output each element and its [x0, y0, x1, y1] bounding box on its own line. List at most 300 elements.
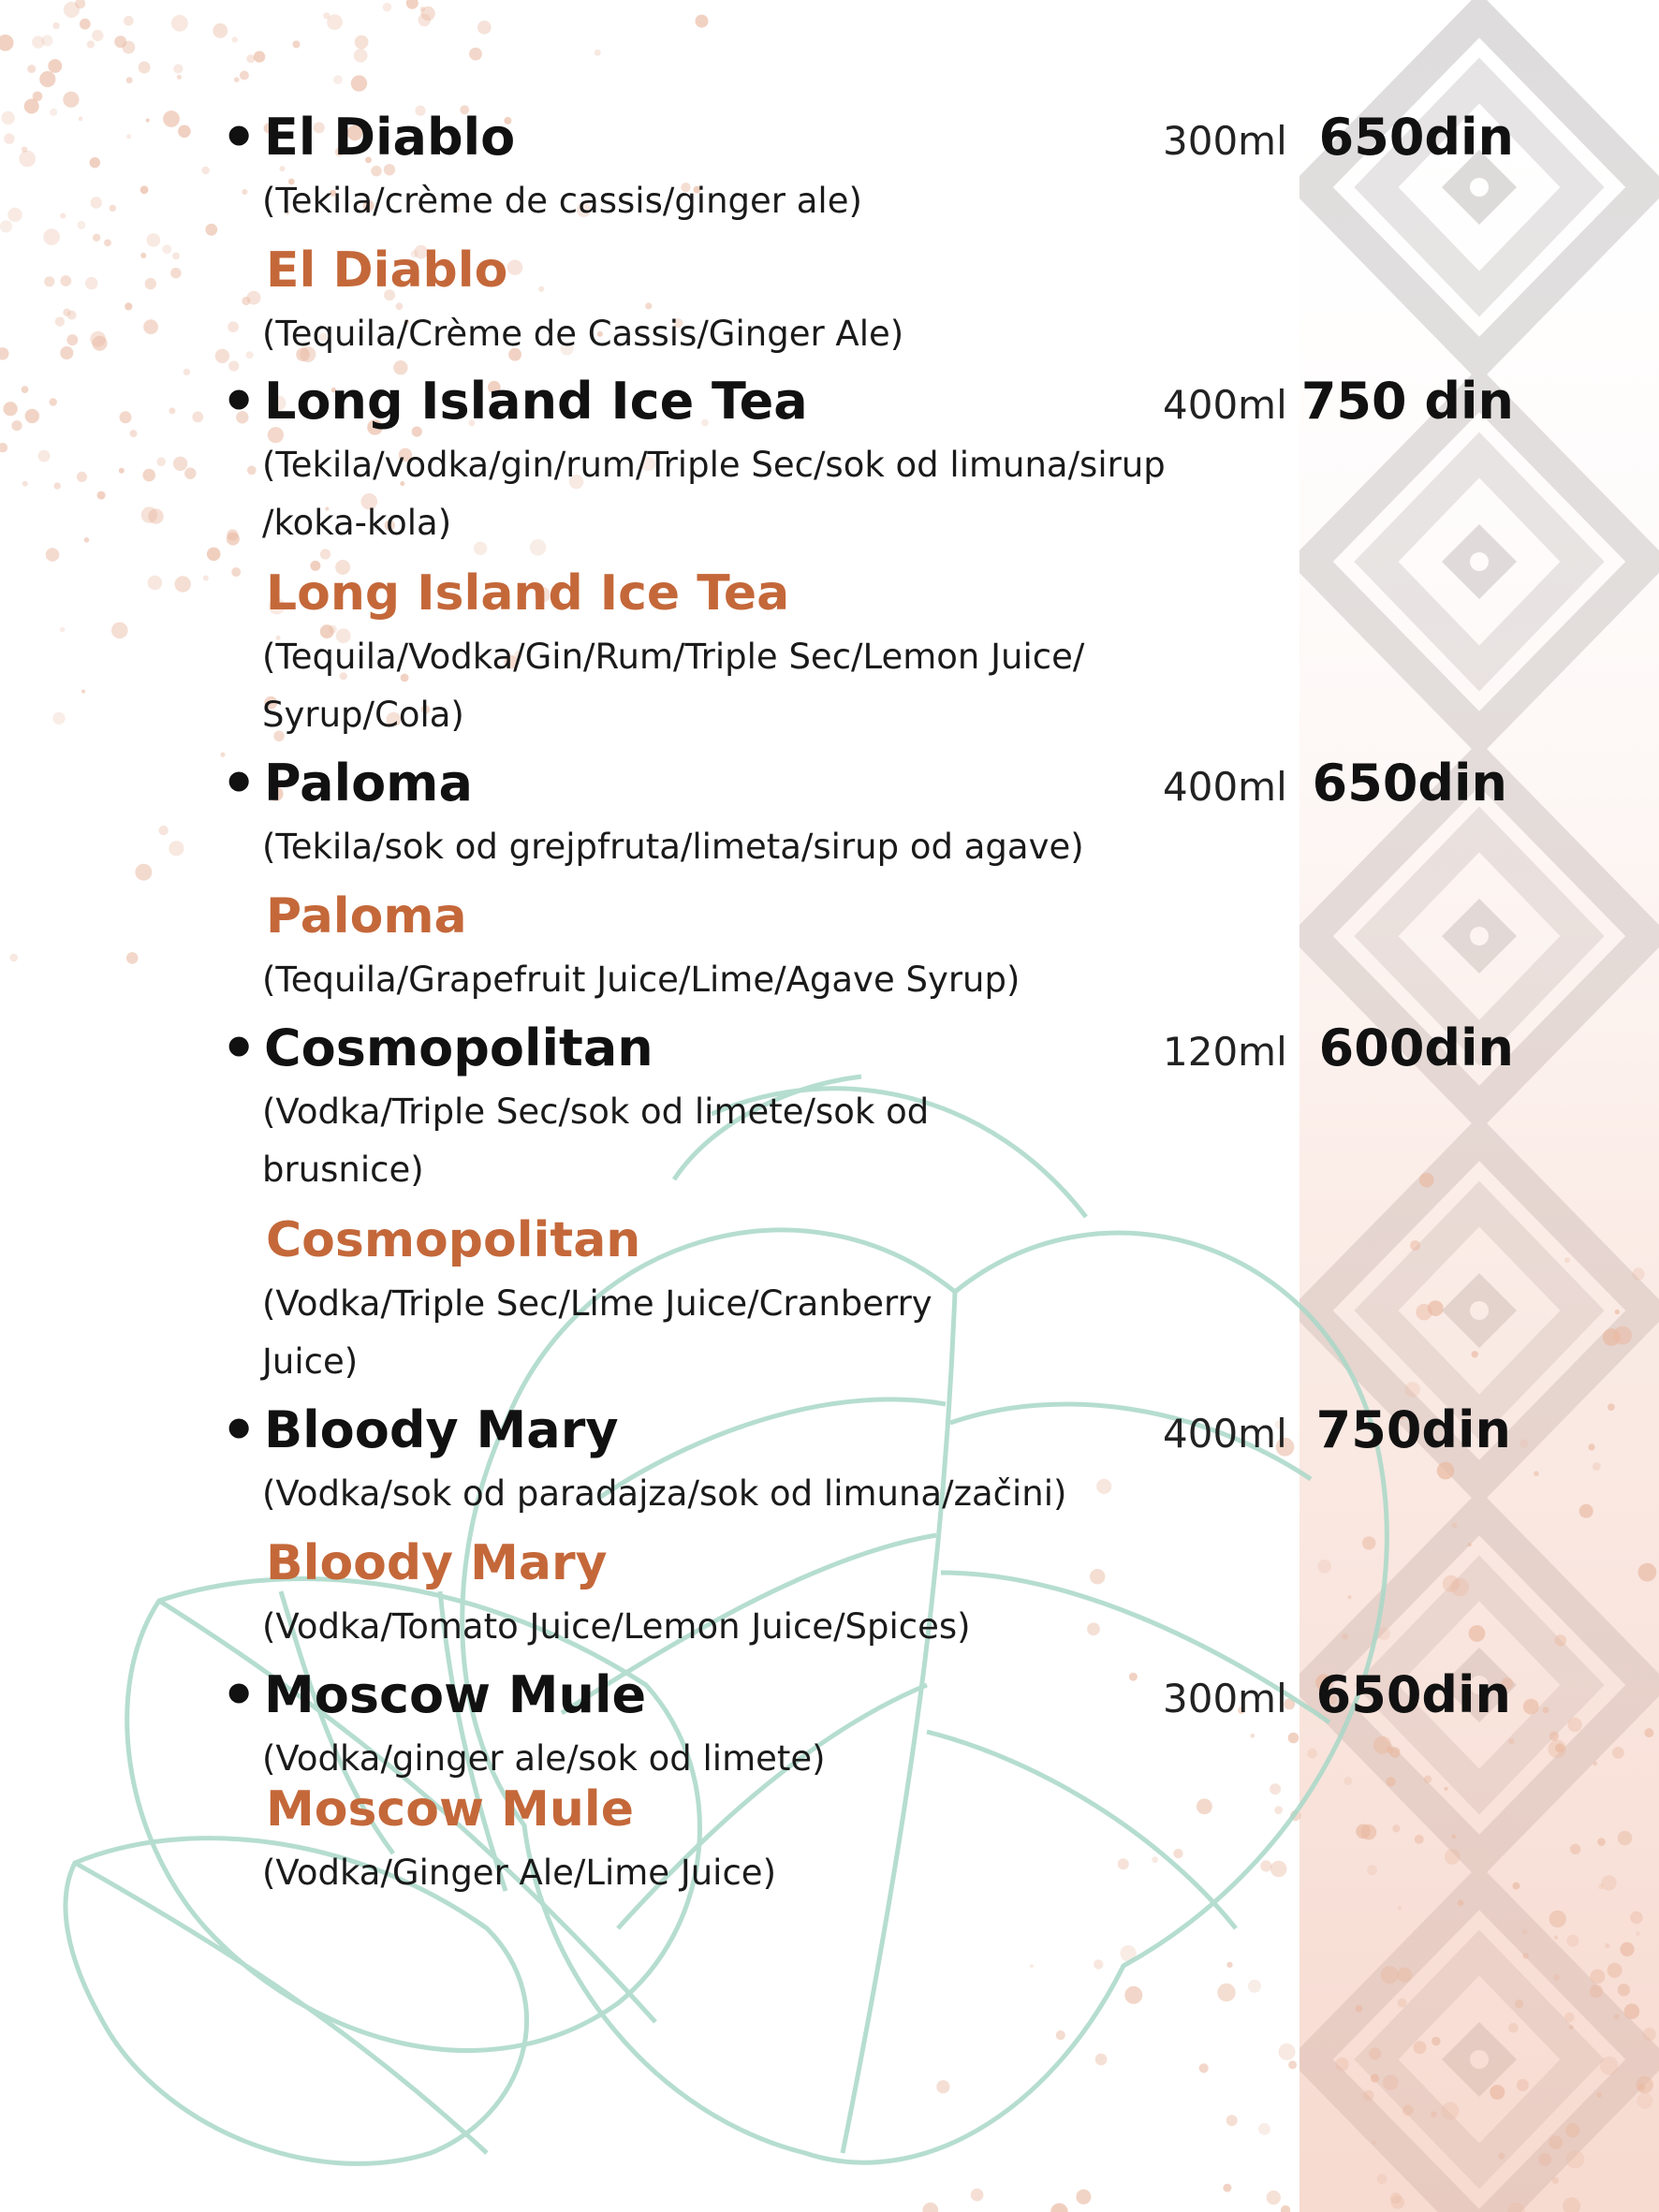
decor-dot [1197, 1798, 1212, 1814]
decor-dot [246, 351, 254, 359]
decor-dot [1335, 2058, 1349, 2072]
decor-dot [1588, 1443, 1594, 1450]
decor-dot [215, 349, 229, 363]
decor-dot [84, 537, 90, 543]
decor-dot [1603, 1328, 1621, 1346]
decor-dot [1596, 2092, 1602, 2098]
decor-dot [91, 197, 102, 208]
decor-dot [171, 15, 188, 32]
decor-dot [247, 291, 261, 305]
decor-dot [124, 16, 134, 26]
decor-dot [24, 99, 39, 114]
decor-dot [1565, 2123, 1579, 2137]
decor-dot [184, 369, 190, 375]
decor-dot [1452, 1835, 1456, 1838]
drink-price: 650din [1318, 108, 1514, 167]
drink-name-english: Moscow Mule [266, 1781, 634, 1838]
decor-dot [1288, 1733, 1299, 1744]
decor-dot [50, 109, 57, 116]
decor-dot [1223, 2184, 1231, 2192]
decor-dot [172, 253, 180, 260]
decor-dot [1553, 1974, 1560, 1981]
decor-dot [1445, 1849, 1461, 1865]
decor-dot [1410, 1240, 1420, 1251]
decor-dot [228, 321, 239, 332]
decor-dot [77, 472, 87, 482]
decor-dot [1521, 1928, 1527, 1934]
decor-dot [1437, 1462, 1455, 1480]
decor-dot [1632, 1267, 1644, 1280]
decor-dot [38, 450, 51, 462]
drink-volume: 400ml [1163, 1411, 1287, 1457]
decor-dot [19, 151, 36, 168]
decor-dot [1445, 1787, 1448, 1791]
decor-dot [1472, 1351, 1478, 1357]
decor-dot [158, 826, 168, 835]
decor-dot [1050, 2204, 1067, 2212]
decor-dot [1367, 1865, 1377, 1875]
decor-dot [97, 491, 106, 500]
decor-dot [971, 2189, 984, 2202]
decor-dot [1579, 1504, 1593, 1518]
decor-dot [1549, 2135, 1563, 2149]
decor-dot [280, 166, 286, 171]
decor-dot [139, 62, 151, 74]
decor-dot [1517, 2079, 1529, 2091]
decor-dot [1414, 2041, 1427, 2054]
description-serbian: (Tekila/vodka/gin/rum/Triple Sec/sok od limuna/sirup /koka-kola) [262, 445, 1166, 543]
decor-dot [355, 36, 369, 50]
decor-dot [1620, 1942, 1634, 1956]
decor-dot [1226, 2115, 1238, 2126]
decor-dot [1274, 1806, 1283, 1814]
decor-dot [1636, 2076, 1653, 2094]
decor-dot [1087, 1622, 1100, 1635]
decor-dot [351, 75, 367, 91]
decor-dot [85, 277, 97, 289]
bullet: • [221, 1016, 257, 1081]
decor-dot [1362, 1536, 1375, 1549]
decor-dot [22, 147, 27, 153]
decor-dot [1095, 2054, 1108, 2066]
description-english: (Vodka/Ginger Ale/Lime Juice) [262, 1853, 777, 1893]
decor-dot [1129, 1673, 1138, 1681]
decor-dot [110, 205, 116, 212]
description-english: (Vodka/Triple Sec/Lime Juice/Cranberry Juice) [262, 1283, 932, 1382]
decor-dot [1307, 1749, 1317, 1759]
decor-dot [141, 506, 157, 522]
decor-dot [1347, 1595, 1351, 1599]
decor-dot [178, 125, 191, 139]
description-serbian: (Vodka/Triple Sec/sok od limete/sok od brusnice) [262, 1091, 930, 1190]
decor-dot [1508, 1738, 1515, 1745]
decor-dot [247, 466, 257, 476]
decor-dot [1522, 1953, 1529, 1959]
decor-dot [1520, 1439, 1528, 1447]
decor-dot [1618, 1984, 1630, 1996]
decor-dot [55, 316, 65, 326]
decor-dot [1441, 2102, 1459, 2119]
drink-name-english: El Diablo [266, 242, 508, 299]
description-english: (Tequila/Grapefruit Juice/Lime/Agave Syrup) [262, 960, 1020, 1000]
decor-dot [1598, 1883, 1604, 1889]
decor-dot [130, 430, 138, 437]
decor-dot [60, 275, 71, 286]
bullet: • [221, 751, 257, 816]
decor-dot [1567, 1718, 1581, 1732]
decor-dot [292, 40, 300, 48]
drink-name: Paloma [264, 754, 473, 813]
decor-dot [1381, 1966, 1399, 1984]
decor-dot [1638, 1563, 1657, 1582]
decor-dot [1402, 2104, 1414, 2116]
decor-dot [60, 627, 66, 633]
decor-dot [52, 22, 59, 29]
decor-dot [323, 12, 330, 19]
decor-dot [254, 51, 265, 62]
decor-dot [1356, 2005, 1363, 2013]
decor-dot [922, 2203, 938, 2212]
decor-dot [0, 35, 14, 51]
decor-dot [1523, 1699, 1539, 1715]
drink-name-english: Paloma [266, 888, 467, 945]
drink-price: 650din [1312, 754, 1507, 813]
decor-dot [240, 71, 249, 81]
decor-dot [170, 268, 181, 278]
decor-dot [1270, 1861, 1287, 1878]
decor-dot [1608, 1963, 1622, 1978]
decor-dot [201, 167, 210, 175]
description-serbian: (Tekila/sok od grejpfruta/limeta/sirup od agave) [262, 827, 1084, 867]
decor-dot [1226, 1962, 1232, 1968]
decor-dot [175, 576, 191, 592]
decor-dot [126, 134, 131, 139]
decor-dot [1538, 2153, 1551, 2166]
decor-dot [184, 468, 196, 479]
decor-dot [1356, 1824, 1371, 1839]
decor-dot [60, 346, 73, 359]
decor-dot [1387, 1777, 1396, 1786]
decor-dot [90, 157, 100, 168]
decor-dot [87, 40, 95, 48]
decor-dot [1199, 2063, 1209, 2073]
decor-dot [1431, 2037, 1440, 2045]
decor-dot [48, 59, 62, 73]
decor-dot [595, 50, 601, 56]
drink-volume: 400ml [1163, 382, 1287, 428]
decor-dot [1534, 1471, 1539, 1476]
drink-name: Long Island Ice Tea [264, 372, 808, 431]
decor-dot [192, 412, 203, 423]
decor-dot [32, 36, 44, 48]
decor-dot [1373, 2141, 1376, 2145]
decor-dot [0, 220, 12, 232]
decor-dot [1643, 2028, 1656, 2041]
decor-dot [354, 49, 368, 63]
decor-dot [1260, 1860, 1271, 1871]
decor-dot [1279, 2044, 1296, 2060]
decor-dot [1217, 1984, 1235, 2001]
description-english: (Tequila/Crème de Cassis/Ginger Ale) [262, 314, 904, 354]
decor-dot [140, 253, 146, 258]
description-english: (Vodka/Tomato Juice/Lemon Juice/Spices) [262, 1606, 971, 1647]
decor-dot [1397, 1968, 1412, 1983]
bullet: • [221, 369, 257, 434]
decor-dot [46, 548, 60, 562]
decor-dot [234, 77, 240, 82]
decor-dot [125, 302, 132, 310]
decor-dot [142, 469, 155, 482]
decor-dot [50, 398, 57, 405]
decor-dot [1424, 1776, 1431, 1783]
decor-dot [1363, 2090, 1374, 2102]
decor-dot [231, 567, 241, 577]
decor-dot [1030, 1964, 1034, 1968]
decor-dot [1377, 2174, 1387, 2184]
decor-dot [1248, 1980, 1261, 1993]
decor-dot [1281, 2205, 1290, 2212]
decor-dot [1096, 1479, 1111, 1494]
decor-dot [25, 409, 39, 423]
decor-dot [1152, 1856, 1158, 1863]
decor-dot [1415, 1835, 1424, 1844]
decor-dot [1392, 1824, 1400, 1832]
decor-dot [1270, 1783, 1281, 1795]
decor-dot [1566, 1935, 1578, 1947]
decor-dot [418, 14, 432, 27]
decor-dot [1090, 1569, 1105, 1584]
decor-dot [66, 334, 78, 345]
decor-dot [120, 411, 132, 423]
decor-dot [146, 118, 150, 122]
drink-price: 600din [1318, 1018, 1514, 1077]
decor-dot [104, 240, 111, 247]
decor-dot [538, 286, 544, 292]
decor-dot [1251, 1734, 1255, 1738]
decor-dot [1468, 1543, 1472, 1546]
decor-dot [1428, 1300, 1444, 1316]
decor-dot [1555, 1743, 1564, 1752]
decor-dot [1600, 2057, 1619, 2075]
drink-name-english: Bloody Mary [266, 1535, 608, 1591]
decor-dot [44, 276, 54, 286]
decor-dot [39, 71, 55, 87]
decor-dot [1618, 1831, 1633, 1846]
decor-dot [22, 386, 29, 393]
drink-price: 750din [1315, 1400, 1511, 1459]
decor-dot [7, 208, 22, 222]
decor-dot [242, 189, 247, 195]
drink-price: 650din [1315, 1665, 1511, 1724]
decor-dot [126, 77, 133, 83]
description-english: (Tequila/Vodka/Gin/Rum/Triple Sec/Lemon Juice/ Syrup/Cola) [262, 637, 1085, 735]
decor-dot [1076, 2190, 1091, 2205]
drink-volume: 400ml [1163, 764, 1287, 810]
decor-dot [213, 23, 228, 38]
decor-dot [162, 244, 171, 254]
decor-dot [173, 457, 187, 471]
decor-dot [1644, 1728, 1653, 1737]
decor-dot [1593, 1762, 1597, 1766]
decor-dot [1342, 1633, 1348, 1640]
decor-dot [126, 952, 139, 964]
decor-dot [507, 260, 522, 275]
decor-dot [1419, 1173, 1434, 1188]
decor-dot [1566, 2150, 1584, 2168]
decor-dot [1564, 1257, 1570, 1263]
decor-dot [1398, 1906, 1402, 1911]
decor-dot [92, 30, 103, 41]
decor-dot [333, 75, 343, 84]
decor-dot [1498, 2153, 1505, 2160]
decor-dot [11, 420, 22, 431]
decor-dot [143, 319, 158, 334]
decor-dot [1554, 1936, 1558, 1940]
decor-dot [1593, 1462, 1601, 1471]
decor-dot [1615, 1310, 1620, 1314]
decor-dot [0, 443, 7, 452]
decor-dot [1369, 2047, 1381, 2059]
decor-dot [936, 2080, 949, 2093]
decor-dot [1343, 1777, 1352, 1785]
decor-dot [79, 117, 83, 122]
decor-dot [52, 712, 65, 725]
decor-dot [1398, 1999, 1407, 2008]
description-serbian: (Vodka/sok od paradajza/sok od limuna/začini) [262, 1473, 1067, 1514]
decor-dot [1371, 2074, 1379, 2083]
decor-dot [1569, 2025, 1574, 2029]
drink-name-english: Long Island Ice Tea [266, 565, 790, 622]
decor-dot [22, 481, 28, 487]
decor-dot [1124, 1986, 1142, 2004]
decor-dot [1267, 2190, 1281, 2205]
decor-dot [27, 65, 36, 73]
decor-dot [1469, 1625, 1486, 1642]
drink-volume: 300ml [1163, 1676, 1287, 1721]
decor-dot [135, 864, 152, 881]
decor-dot [93, 234, 100, 242]
decor-dot [1404, 1382, 1420, 1398]
decor-dot [1490, 2085, 1505, 2100]
decor-dot [1094, 1959, 1103, 1969]
bullet: • [221, 105, 257, 170]
decor-dot [111, 623, 128, 639]
decor-dot [207, 548, 221, 562]
decor-dot [54, 482, 61, 489]
decor-dot [156, 458, 166, 467]
decor-dot [1612, 1747, 1624, 1759]
drink-name: Bloody Mary [264, 1400, 619, 1459]
decor-dot [1552, 2177, 1559, 2184]
decor-dot [4, 402, 18, 416]
decor-dot [1570, 1844, 1580, 1854]
decor-dot [1431, 2112, 1437, 2118]
decor-dot [169, 841, 184, 856]
decor-dot [420, 7, 425, 11]
decor-dot [80, 19, 91, 30]
drink-price: 750 din [1300, 372, 1514, 431]
decor-dot [406, 0, 418, 9]
decor-dot [1515, 2000, 1523, 2008]
decor-dot [1258, 2123, 1270, 2135]
decor-dot [1590, 1985, 1603, 1998]
decor-dot [145, 278, 156, 289]
decor-dot [148, 576, 163, 591]
decor-dot [1608, 1403, 1615, 1411]
decor-dot [90, 331, 106, 347]
decor-dot [119, 468, 125, 474]
decor-dot [227, 529, 238, 540]
decor-dot [1118, 1858, 1129, 1869]
decor-dot [1605, 1943, 1609, 1948]
decor-dot [1630, 1912, 1643, 1925]
drink-volume: 120ml [1163, 1029, 1287, 1075]
drink-volume: 300ml [1163, 118, 1287, 164]
decor-dot [1564, 2013, 1575, 2023]
decor-dot [469, 48, 482, 61]
decor-dot [1636, 1931, 1640, 1936]
decor-dot [114, 36, 126, 48]
decor-dot [173, 64, 183, 73]
decor-dot [1288, 2060, 1297, 2069]
decor-dot [1458, 1899, 1464, 1906]
decor-dot [4, 134, 14, 144]
decor-dot [1555, 1634, 1567, 1647]
decor-dot [232, 37, 238, 42]
decor-dot [1390, 2192, 1402, 2204]
decor-dot [77, 221, 85, 229]
decor-dot [1543, 1707, 1549, 1713]
decor-dot [63, 92, 79, 108]
decor-dot [63, 309, 70, 316]
decor-dot [1597, 1838, 1606, 1846]
decor-dot [1317, 1560, 1331, 1574]
drink-name-english: Cosmopolitan [266, 1212, 641, 1268]
decor-dot [43, 228, 60, 245]
drink-name: El Diablo [264, 108, 516, 167]
decor-dot [177, 75, 182, 80]
decor-dot [1512, 1882, 1520, 1890]
drink-name: Cosmopolitan [264, 1018, 653, 1077]
decor-dot [1601, 1875, 1616, 1890]
decor-dot [477, 21, 492, 35]
decor-dot [1637, 2093, 1652, 2109]
decor-dot [1549, 1911, 1566, 1927]
decor-dot [1056, 2030, 1065, 2040]
decor-dot [2, 111, 15, 125]
decor-dot [1591, 1970, 1606, 1985]
decor-dot [1452, 1523, 1458, 1529]
decor-dot [9, 954, 18, 962]
decor-dot [1508, 2023, 1519, 2033]
description-serbian: (Tekila/crème de cassis/ginger ale) [262, 181, 862, 221]
bullet: • [221, 1398, 257, 1463]
decor-dot [203, 576, 209, 581]
decor-dot [383, 3, 392, 12]
decor-dot [1450, 1578, 1469, 1597]
decor-dot [696, 15, 709, 28]
drink-name: Moscow Mule [264, 1665, 647, 1724]
decor-dot [1387, 1747, 1393, 1753]
bullet: • [221, 1663, 257, 1728]
decor-dot [163, 110, 180, 127]
decor-dot [0, 347, 8, 359]
decor-dot [60, 213, 66, 219]
decor-dot [147, 233, 161, 247]
decor-dot [140, 185, 149, 194]
decor-dot [1549, 1732, 1559, 1741]
decor-dot [1614, 2014, 1620, 2020]
